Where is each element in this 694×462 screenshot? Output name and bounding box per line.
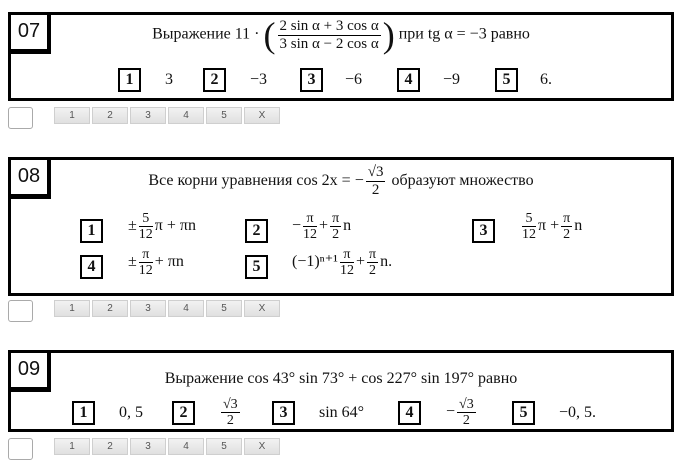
fraction	[367, 247, 378, 278]
answer-label: 1	[118, 68, 141, 92]
answer-button-3[interactable]: 3	[130, 438, 166, 455]
answer-button-1[interactable]: 1	[54, 438, 90, 455]
problem-statement	[11, 17, 671, 53]
term: n	[343, 217, 352, 235]
denominator: 12	[522, 227, 536, 242]
denominator: 2	[462, 413, 470, 428]
numerator: √3	[223, 397, 238, 412]
answer-value: −3	[250, 71, 268, 88]
answer-checkbox[interactable]	[8, 438, 33, 460]
fraction	[221, 397, 240, 428]
answer-button-3[interactable]: 3	[130, 300, 166, 317]
answer-label: 4	[398, 401, 421, 425]
numerator: 5	[139, 211, 153, 227]
numerator: √3	[367, 164, 384, 180]
answer-button-2[interactable]: 2	[92, 300, 128, 317]
answer-button-5[interactable]: 5	[206, 438, 242, 455]
answer-value	[292, 247, 392, 278]
problem-07	[8, 12, 674, 101]
answer-value	[219, 397, 242, 428]
answer-label: 1	[80, 219, 103, 243]
answer-value: 6.	[540, 71, 552, 88]
numerator: π	[369, 247, 377, 262]
fraction	[278, 18, 381, 53]
answer-checkbox[interactable]	[8, 107, 33, 129]
sign: ±	[128, 217, 137, 235]
answer-label: 3	[472, 219, 495, 243]
numerator: π	[340, 247, 354, 263]
answer-label: 5	[512, 401, 535, 425]
statement-text: Все корни уравнения cos 2x = −	[148, 172, 364, 190]
answer-button-2[interactable]: 2	[92, 107, 128, 124]
fraction	[139, 211, 153, 242]
answer-value	[520, 211, 582, 242]
answer-value: 3	[165, 71, 173, 88]
numerator: 2 sin α + 3 cos α	[279, 17, 379, 34]
answer-label: 3	[272, 401, 295, 425]
answer-button-5[interactable]: 5	[206, 300, 242, 317]
answer-value: −0, 5.	[559, 404, 597, 421]
fraction	[457, 397, 476, 428]
denominator: 2	[226, 413, 234, 428]
denominator: 12	[138, 263, 153, 278]
clear-button[interactable]: X	[244, 107, 280, 124]
fraction	[340, 247, 354, 278]
answer-value: −6	[345, 71, 363, 88]
denominator: 2	[371, 182, 380, 198]
sign: −	[292, 217, 302, 235]
problem-09	[8, 350, 674, 432]
answer-label: 4	[397, 68, 420, 92]
numerator: π	[303, 211, 317, 227]
answer-button-5[interactable]: 5	[206, 107, 242, 124]
answer-label: 4	[80, 255, 103, 279]
numerator: π	[139, 247, 153, 263]
fraction	[303, 211, 317, 242]
answer-value: −9	[443, 71, 461, 88]
paren: (	[263, 15, 276, 55]
fraction	[330, 211, 341, 242]
answer-value: sin 64°	[319, 404, 365, 421]
denominator: 12	[138, 227, 153, 242]
answer-value	[128, 247, 184, 278]
answer-label: 2	[203, 68, 226, 92]
answer-button-1[interactable]: 1	[54, 107, 90, 124]
problem-number: 07	[8, 12, 51, 54]
answer-value	[292, 211, 351, 242]
problem-number: 08	[8, 157, 51, 199]
fraction	[139, 247, 153, 278]
sign: ±	[128, 253, 137, 271]
statement-text: при tg α = −3 равно	[398, 25, 530, 43]
problem-number: 09	[8, 350, 51, 392]
problem-statement: Выражение cos 43° sin 73° + cos 227° sin 197° равно	[164, 370, 518, 387]
term: π +	[538, 217, 560, 235]
numerator: π	[332, 211, 340, 226]
paren: )	[382, 15, 395, 55]
answer-button-4[interactable]: 4	[168, 438, 204, 455]
fraction	[561, 211, 572, 242]
answer-label: 1	[72, 401, 95, 425]
denominator: 12	[339, 263, 354, 278]
answer-value	[128, 211, 196, 242]
denominator: 12	[303, 227, 318, 242]
answer-button-1[interactable]: 1	[54, 300, 90, 317]
answer-label: 2	[172, 401, 195, 425]
answer-button-4[interactable]: 4	[168, 300, 204, 317]
denominator: 3 sin α − 2 cos α	[279, 35, 379, 52]
answer-button-4[interactable]: 4	[168, 107, 204, 124]
term: n	[574, 217, 583, 235]
answer-checkbox[interactable]	[8, 300, 33, 322]
answer-button-3[interactable]: 3	[130, 107, 166, 124]
term: π + πn	[154, 217, 196, 235]
term: n.	[380, 253, 393, 271]
problem-statement	[11, 164, 671, 199]
fraction	[366, 164, 386, 199]
problem-08	[8, 157, 674, 296]
clear-button[interactable]: X	[244, 438, 280, 455]
answer-label: 3	[300, 68, 323, 92]
term: +	[319, 217, 329, 235]
numerator: π	[563, 211, 571, 226]
statement-text: образуют множество	[391, 172, 534, 190]
clear-button[interactable]: X	[244, 300, 280, 317]
denominator: 2	[332, 227, 340, 242]
answer-label: 2	[245, 219, 268, 243]
denominator: 2	[563, 227, 571, 242]
statement-text: Выражение 11 ·	[152, 25, 260, 43]
sign: −	[446, 403, 456, 421]
denominator: 2	[369, 263, 377, 278]
answer-button-2[interactable]: 2	[92, 438, 128, 455]
numerator: √3	[459, 397, 474, 412]
answer-label: 5	[245, 255, 268, 279]
term: (−1)ⁿ⁺¹	[292, 253, 338, 271]
answer-value	[446, 397, 478, 428]
numerator: 5	[522, 211, 536, 227]
answer-label: 5	[495, 68, 518, 92]
term: + πn	[154, 253, 184, 271]
fraction	[522, 211, 536, 242]
term: +	[355, 253, 365, 271]
answer-value: 0, 5	[119, 404, 143, 421]
